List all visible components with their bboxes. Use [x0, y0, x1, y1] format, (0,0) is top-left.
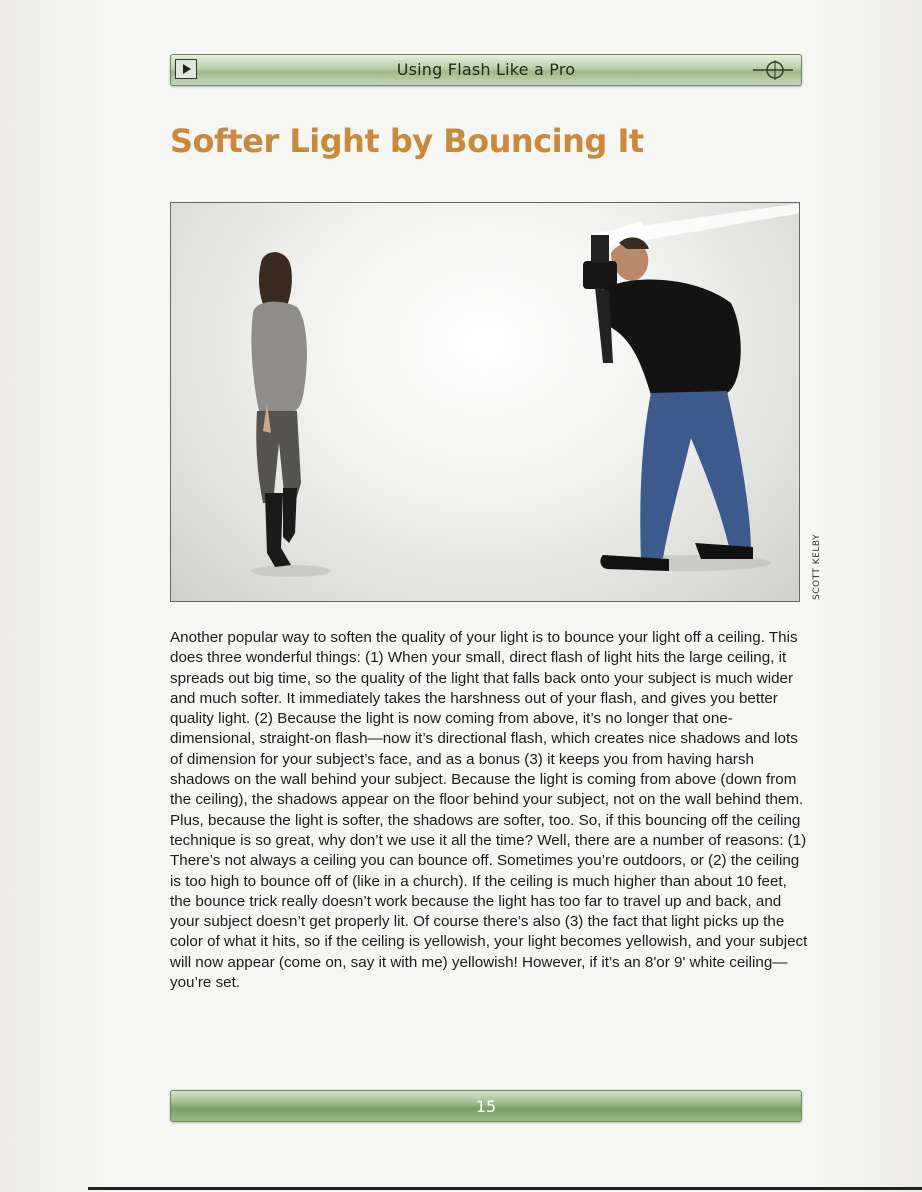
photo-credit: SCOTT KELBY: [812, 533, 822, 600]
footer-bar: [170, 1090, 802, 1122]
photographer-figure: [583, 235, 753, 571]
page-title: Softer Light by Bouncing It: [170, 122, 644, 160]
crosshair-icon: [753, 58, 793, 82]
header-bar: [170, 54, 802, 86]
page-number: 15: [475, 1097, 497, 1116]
bottom-rule: [88, 1187, 922, 1190]
header-title: Using Flash Like a Pro: [396, 60, 576, 79]
woman-figure: [251, 252, 307, 567]
body-paragraph: Another popular way to soften the quality of your light is to bounce your light off a ceiling. This does three wonderful things: (1) When your small, direct flash of light hits the large ceiling, it spreads out big time, so the quality of the light that falls back onto your subject is much wider and much softer. It immediately takes the harshness out of your flash, and gives you better quality light. (2) Because the light is now coming from above, it’s no longer that one-dimensional, straight-on flash—now it’s directional flash, which creates nice shadows and lots of dimension for your subject’s face, and as a bonus (3) it keeps you from having harsh shadows on the wall behind your subject. Because the light is coming from above (down from the ceiling), the shadows appear on the floor behind your subject, not on the wall behind them. Plus, because the light is softer, the shadows are softer, too. So, if this bouncing off the ceiling technique is so great, why don’t we use it all the time? Well, there are a number of reasons: (1) There’s not always a ceiling you can bounce off. Sometimes you’re outdoors, or (2) the ceiling is too high to bounce off of (like in a church). If the ceiling is much higher than about 10 feet, the bounce trick really doesn’t work because the light has too far to travel up and back, and your subject doesn’t get properly lit. Of course there’s also (3) the fact that light picks up the color of what it hits, so if the ceiling is yellowish, your light becomes yellowish, and your subject will now appear (come on, say it with me) yellowish! However, if it’s an 8'or 9' white ceiling—you’re set.: [170, 629, 808, 992]
photo: [170, 202, 800, 602]
